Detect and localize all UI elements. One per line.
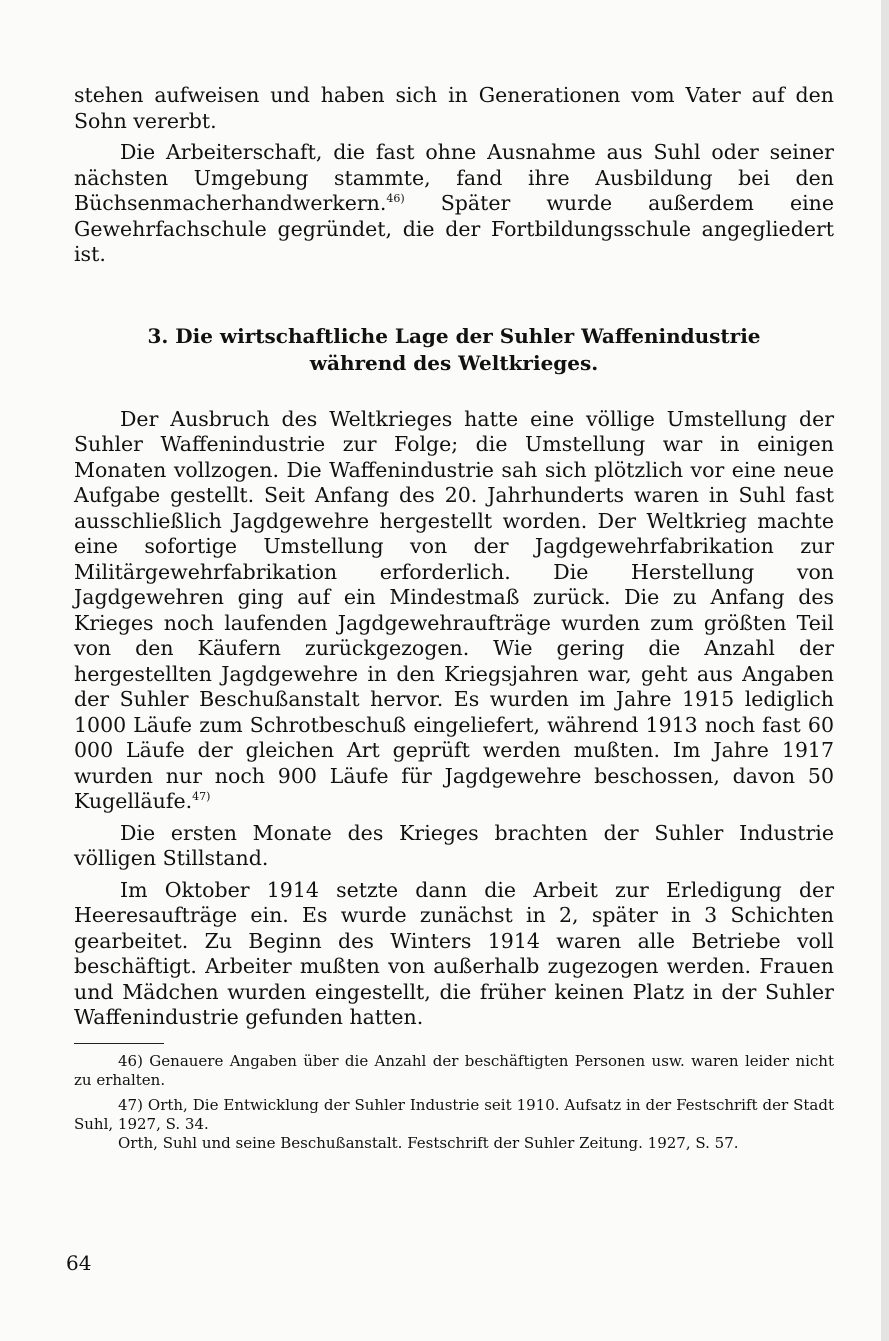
paragraph-october-1914: Im Oktober 1914 setzte dann die Arbeit zur Erledigung der Heeresaufträge ein. Es wurde zunächst in 2, später in 3 Schichten gearbeitet. Zu Beginn des Winters 1914 waren alle Betriebe voll beschäftigt. Arbeiter mußten von außerhalb zugezogen werden. Frauen und Mädchen wurden eingestellt, die früher keinen Platz in der Suhler Waffenindustrie gefunden hatten. — [74, 877, 834, 1029]
paragraph-workforce-text-2: Später wurde außerdem eine Gewehrfachschule gegründet, die der Fortbildungsschule angegliedert ist. — [74, 191, 834, 266]
paragraph-continuation: stehen aufweisen und haben sich in Generationen vom Vater auf den Sohn vererbt. — [74, 83, 834, 133]
footnote-47-continued: Orth, Suhl und seine Beschußanstalt. Festschrift der Suhler Zeitung. 1927, S. 57. — [118, 1133, 739, 1152]
paragraph-war-outbreak — [74, 407, 834, 815]
footnote-ref-47[interactable]: 47) — [192, 790, 211, 804]
page-number: 64 — [66, 1251, 92, 1275]
page-body — [74, 83, 834, 1153]
scan-edge — [881, 0, 889, 1341]
footnote-47: 47) Orth, Die Entwicklung der Suhler Industrie seit 1910. Aufsatz in der Festschrift der Stadt Suhl, 1927, S. 34. — [74, 1095, 834, 1133]
footnote-46: 46) Genauere Angaben über die Anzahl der beschäftigten Personen usw. waren leider nicht zu erhalten. — [74, 1051, 834, 1089]
paragraph-standstill: Die ersten Monate des Krieges brachten der Suhler Industrie völligen Stillstand. — [74, 820, 834, 870]
paragraph-workforce — [74, 140, 834, 268]
footnote-ref-46[interactable]: 46) — [386, 192, 405, 206]
paragraph-workforce-text: Die Arbeiterschaft, die fast ohne Ausnahme aus Suhl oder seiner nächsten Umgebung stammte, fand ihre Ausbildung bei den Büchsenmacherhandwerkern. — [74, 140, 834, 215]
footnote-divider — [74, 1043, 164, 1044]
paragraph-war-outbreak-text: Der Ausbruch des Weltkrieges hatte eine völlige Umstellung der Suhler Waffenindustrie zur Folge; die Umstellung war in einigen Monaten vollzogen. Die Waffenindustrie sah sich plötzlich vor eine neue Aufgabe gestellt. Seit Anfang des 20. Jahrhunderts waren in Suhl fast ausschließlich Jagdgewehre hergestellt worden. Der Weltkrieg machte eine sofortige Umstellung von der Jagdgewehrfabrikation zur Militärgewehrfabrikation erforderlich. Die Herstellung von Jagdgewehren ging auf ein Mindestmaß zurück. Die zu Anfang des Krieges noch laufenden Jagdgewehraufträge wurden zum größten Teil von den Käufern zurückgezogen. Wie gering die Anzahl der hergestellten Jagdgewehre in den Kriegsjahren war, geht aus Angaben der Suhler Beschußanstalt hervor. Es wurden im Jahre 1915 lediglich 1000 Läufe zum Schrotbeschuß eingeliefert, während 1913 noch fast 60 000 Läufe der gleichen Art geprüft werden mußten. Im Jahre 1917 wurden nur noch 900 Läufe für Jagdgewehre beschossen, davon 50 Kugelläufe. — [74, 406, 834, 813]
section-heading: 3. Die wirtschaftliche Lage der Suhler Waffenindustrie während des Weltkrieges. — [147, 323, 761, 375]
